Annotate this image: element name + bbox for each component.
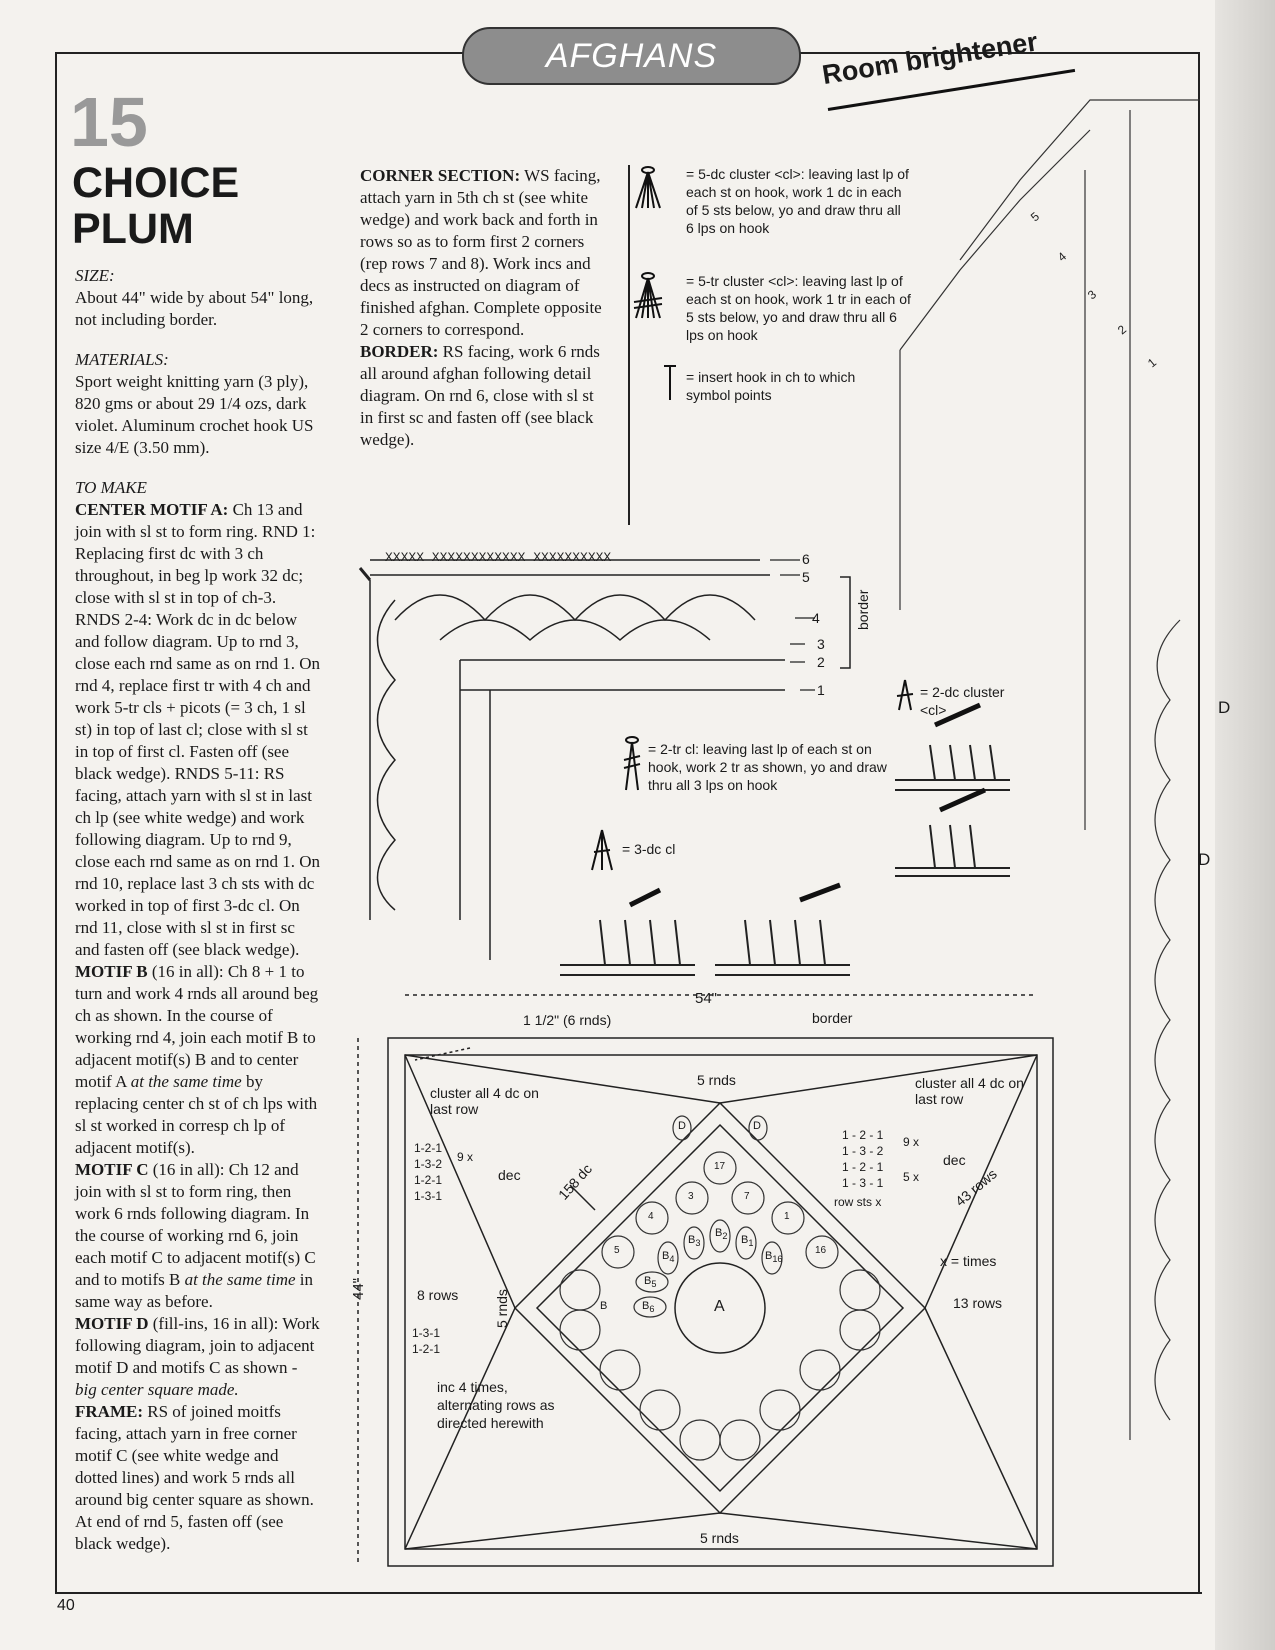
motif-c-5-label: 5	[614, 1245, 620, 1256]
right-times-9: 9 x	[903, 1135, 920, 1149]
motif-b-letter-6: B	[644, 1275, 652, 1287]
right-dec: dec	[943, 1152, 966, 1168]
cluster-right-label: cluster all 4 dc on last row	[915, 1075, 1024, 1107]
border-width-label: 1 1/2" (6 rnds)	[523, 1012, 612, 1028]
motif-b-letter-5: B	[662, 1250, 670, 1262]
rnds-top-label: 5 rnds	[697, 1072, 736, 1088]
legend-3dc: = 3-dc cl	[622, 841, 676, 857]
legend-2dc: = 2-dc cluster <cl>	[920, 684, 1005, 718]
motif-b-16	[765, 1250, 783, 1264]
right-seq-1: 1 - 2 - 1	[842, 1128, 884, 1142]
left-seq	[414, 1140, 442, 1204]
motif-b-letter-4: B	[765, 1250, 773, 1262]
left-seq-1: 1-2-1	[414, 1141, 443, 1155]
legend-5dc: = 5-dc cluster <cl>: leaving last lp of each st on hook, work 1 dc in each of 5 sts below, yo and draw thru all 6 lps on hook	[686, 166, 909, 236]
width-label: 54"	[695, 990, 718, 1007]
side-motif-d-1: D	[1218, 698, 1231, 717]
schematic-border-label: border	[812, 1010, 853, 1026]
motif-b-label: MOTIF B	[75, 962, 148, 981]
corner-round-4: 4	[1054, 249, 1070, 265]
corner-round-1: 1	[1144, 355, 1160, 371]
rows-43-label: 43 rows	[952, 1165, 1000, 1210]
left-seq-2: 1-3-2	[414, 1157, 443, 1171]
right-seq-4: 1 - 3 - 1	[842, 1176, 884, 1190]
motif-b-num-4: 4	[669, 1254, 675, 1265]
border-label: border	[855, 589, 871, 630]
motif-c-italic: at the same time	[184, 1270, 296, 1289]
motif-b-num-6: 6	[649, 1304, 655, 1315]
motif-b-text-2: by replacing center ch st of ch lps with sl st worked in corresp ch lp of adjacent motif(s).	[75, 1072, 318, 1157]
legend-insert: = insert hook in ch to which symbol points	[686, 369, 856, 403]
motif-c-4-label: 4	[648, 1211, 654, 1222]
size-heading: SIZE:	[75, 266, 115, 285]
materials-heading: MATERIALS:	[75, 350, 169, 369]
border-text: RS facing, work 6 rnds all around afghan following detail diagram. On rnd 6, close with sl st in first sc and fasten off (see black wedge).	[360, 342, 600, 449]
title-line-2: PLUM	[72, 205, 194, 253]
row-sts-label: row sts x	[834, 1195, 882, 1209]
right-times-5: 5 x	[903, 1170, 920, 1184]
materials-text: Sport weight knitting yarn (3 ply), 820 gms or about 29 1/4 ozs, dark violet. Aluminum crochet hook US size 4/E (3.50 mm).	[75, 372, 314, 457]
left-seq-4: 1-3-1	[414, 1189, 443, 1203]
left-dec: dec	[498, 1167, 521, 1183]
subtitle: Room brightener	[820, 26, 1040, 91]
legend-2tr: = 2-tr cl: leaving last lp of each st on hook, work 2 tr as shown, yo and draw thru all 3 lps on hook	[648, 741, 887, 793]
x-times-label: x = times	[940, 1253, 997, 1269]
size-text: About 44" wide by about 54" long, not including border.	[75, 288, 314, 329]
right-seq	[842, 1127, 883, 1191]
motif-b-6	[642, 1300, 654, 1314]
motif-b-num-3: 3	[695, 1238, 701, 1249]
inc-seq-1: 1-3-1	[412, 1326, 441, 1340]
motif-c-7-label: 7	[744, 1191, 750, 1202]
motif-c-16-label: 16	[815, 1245, 827, 1256]
round-label-6: 6	[802, 551, 810, 567]
page-number: 40	[57, 1597, 75, 1614]
rows-13-label: 13 rows	[953, 1295, 1003, 1311]
frame-label: FRAME:	[75, 1402, 143, 1421]
frame-text: RS of joined moitfs facing, attach yarn in free corner motif C (see white wedge and dotted lines) and work 5 rnds all around big center square as shown. At end of rnd 5, fasten off (see black wedge).	[75, 1402, 314, 1553]
height-label: 44"	[350, 1277, 367, 1300]
corner-round-2: 2	[1114, 322, 1130, 338]
round-label-5: 5	[802, 569, 810, 585]
motif-b-1	[741, 1234, 753, 1248]
cluster-left-label: cluster all 4 dc on last row	[430, 1085, 539, 1117]
round-label-1: 1	[817, 682, 825, 698]
motif-b-letter-7: B	[642, 1300, 650, 1312]
motif-c-text-2: in same way as before.	[75, 1270, 313, 1311]
corner-round-5: 5	[1027, 209, 1043, 225]
left-seq-3: 1-2-1	[414, 1173, 443, 1187]
left-times-9: 9 x	[457, 1150, 474, 1164]
motif-d-right: D	[753, 1120, 761, 1132]
motif-b-5	[644, 1275, 656, 1289]
motif-a-label: CENTER MOTIF A:	[75, 500, 229, 519]
motif-c-label: MOTIF C	[75, 1160, 149, 1179]
motif-d-left: D	[678, 1120, 686, 1132]
corner-round-3: 3	[1084, 287, 1100, 303]
motif-b-num-1: 1	[748, 1238, 754, 1249]
border-label: BORDER:	[360, 342, 439, 361]
motif-b-3	[688, 1234, 700, 1248]
motif-d-label: MOTIF D	[75, 1314, 149, 1333]
motif-b-letter-3: B	[741, 1234, 749, 1246]
motif-c-3-label: 3	[688, 1191, 694, 1202]
motif-b-letter-2: B	[715, 1227, 723, 1239]
motif-b-extra: B	[600, 1300, 608, 1312]
inc-seq	[412, 1325, 440, 1357]
motif-b-2	[715, 1227, 727, 1241]
side-motif-d-2: D	[1198, 850, 1211, 869]
motif-c-17-label: 17	[714, 1161, 726, 1172]
legend-5tr: = 5-tr cluster <cl>: leaving last lp of each st on hook, work 1 tr in each of 5 sts below, yo and draw thru all 6 lps on hook	[686, 273, 911, 343]
round-label-2: 2	[817, 654, 825, 670]
pattern-number: 15	[70, 83, 148, 161]
dc-158-label: 158 dc	[555, 1160, 596, 1203]
inc-text: inc 4 times, alternating rows as directed herewith	[437, 1379, 555, 1431]
svg-text:XXXXX XXXXXXXXXXXX XXXXXXXXXX: XXXXX XXXXXXXXXXXX XXXXXXXXXX	[385, 550, 612, 565]
rnds-left-label: 5 rnds	[494, 1289, 510, 1328]
motif-c-1-label: 1	[784, 1211, 790, 1222]
motif-b-4	[662, 1250, 674, 1264]
corner-label: CORNER SECTION:	[360, 166, 521, 185]
motif-b-letter-1: B	[688, 1234, 696, 1246]
rnds-bottom-label: 5 rnds	[700, 1530, 739, 1546]
title-line-1: CHOICE	[72, 159, 240, 207]
motif-d-text: (fill-ins, 16 in all): Work following diagram, join to adjacent motif D and motifs C as shown -	[75, 1314, 320, 1377]
round-label-3: 3	[817, 636, 825, 652]
corner-text: WS facing, attach yarn in 5th ch st (see white wedge) and work back and forth in rows so as to form first 2 corners (rep rows 7 and 8). Work incs and decs as instructed on diagram of finished afghan. Complete opposite 2 corners to correspond.	[360, 166, 602, 339]
motif-b-num-2: 2	[722, 1231, 728, 1242]
right-seq-3: 1 - 2 - 1	[842, 1160, 884, 1174]
motif-a-text: Ch 13 and join with sl st to form ring. RND 1: Replacing first dc with 3 ch throughout, in beg lp work 32 dc; close with sl st in top of ch-3. RNDS 2-4: Work dc in dc below and follow diagram. Up to rnd 3, close each rnd same as on rnd 1. On rnd 4, replace first tr with 4 ch and work 5-tr cls + picots (= 3 ch, 1 sl st) in top of last cl; close with sl st in top of first cl. Fasten off (see black wedge). RNDS 5-11: RS facing, attach yarn with sl st in last ch lp (see white wedge) and work following diagram. Up to rnd 9, close each rnd same as on rnd 1. On rnd 10, replace last 3 ch sts with dc worked in top of first 3-dc cl. On rnd 11, close with sl st in first sc and fasten off (see black wedge).	[75, 500, 321, 959]
motif-b-num-5: 5	[651, 1279, 657, 1290]
motif-a-label: A	[714, 1298, 725, 1315]
motif-b-italic: at the same time	[130, 1072, 242, 1091]
motif-d-italic: big center square made.	[75, 1380, 239, 1399]
section-title: AFGHANS	[545, 36, 718, 75]
motif-b-text: (16 in all): Ch 8 + 1 to turn and work 4 rnds all around beg ch as shown. In the course of working rnd 4, join each motif B to adjacent motif(s) B and to center motif A	[75, 962, 319, 1091]
right-seq-2: 1 - 3 - 2	[842, 1144, 884, 1158]
round-label-4: 4	[812, 610, 820, 626]
rows-8-label: 8 rows	[417, 1287, 459, 1303]
motif-c-text: (16 in all): Ch 12 and join with sl st to form ring, then work 6 rnds following diagram. In the course of working rnd 6, join each motif C to adjacent motif(s) C and to motifs B	[75, 1160, 316, 1289]
to-make-heading: TO MAKE	[75, 478, 147, 497]
motif-b-num-16: 16	[772, 1254, 783, 1265]
inc-seq-2: 1-2-1	[412, 1342, 441, 1356]
